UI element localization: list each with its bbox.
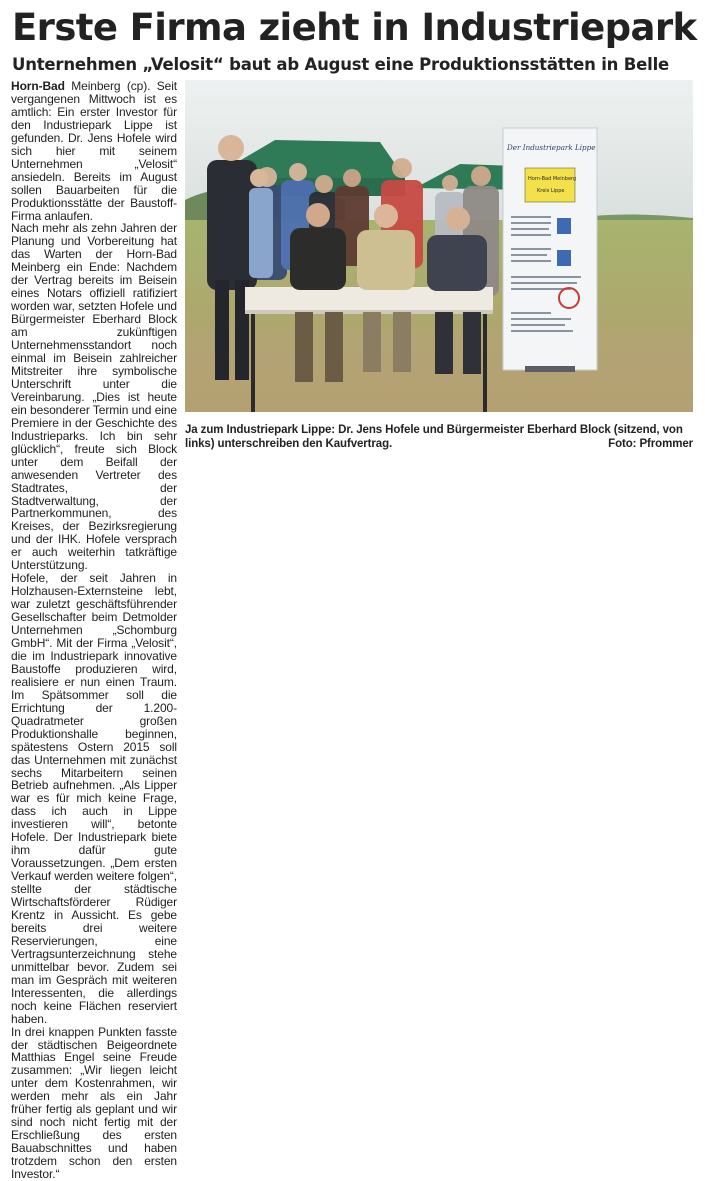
- article-paragraph: Nach mehr als zehn Jahren der Planung und Vorbereitung hat das Warten der Horn-Bad Meinberg ein Ende: Nachdem der Vertrag bereits im Beisein eines Notars offiziell ratifiziert worden war, setzten Hofele und Bürgermeister Eberhard Block am zukünftigen Unternehmensstandort noch einmal im Beisein zahlreicher Mitstreiter ihre symbolische Unterschrift unter die Vereinbarung. „Dies ist heute ein besonderer Termin und eine Premiere in der Geschichte des Industrieparks. Ich bin sehr glücklich“, freute sich Block unter dem Beifall der anwesenden Vertreter des Stadtrates, der Stadtverwaltung, der Partnerkommunen, des Kreises, der Bezirksregierung und der IHK. Hofele versprach er auch weiterhin tatkräftige Unterstützung.: [11, 221, 177, 573]
- article-photo: [185, 80, 693, 412]
- banner-box-label: Horn-Bad Meinberg: [528, 176, 577, 182]
- article-paragraph: In drei knappen Punkten fasste der städtischen Beigeordnete Matthias Engel seine Freude zusammen: „Wir liegen leicht unter dem Kostenrahmen, wir werden mehr als ein Jahr früher fertig als geplant und wir sind noch nicht fertig mit der Erschließung des ersten Bauabschnittes und haben trotzdem schon den ersten Investor.“: [11, 1024, 177, 1181]
- banner-box-sub: Kreis Lippe: [537, 188, 565, 194]
- banner-title: Der Industriepark Lippe: [507, 143, 596, 152]
- lead-text: Meinberg (cp). Seit vergangenen Mittwoch ist es amtlich: Ein erster Investor für den Industriepark Lippe ist gefunden. Dr. Jens Hofele wird sich hier mit seinem Unternehmen „Velosit“ ansiedeln. Bereits im August sollen Bauarbeiten für die Produktionsstätte der Baustoff-Firma anlaufen.: [11, 79, 177, 223]
- article-paragraph: Hofele, der seit Jahren in Holzhausen-Externsteine lebt, war zuletzt geschäftsführender Gesellschafter beim Detmolder Unternehmen „Schomburg GmbH“. Mit der Firma „Velosit“, die im Industriepark innovative Baustoffe produzieren wird, realisiere er nun einen Traum. Im Spätsommer soll die Errichtung der 1.200-Quadratmeter großen Produktionshalle beginnen, spätestens Ostern 2015 soll das Unternehmen mit zunächst sechs Mitarbeitern seinen Betrieb aufnehmen. „Als Lipper war es für mich keine Frage, dass ich auch in Lippe investieren will“, betonte Hofele. Der Industriepark biete ihm dafür gute Voraussetzungen. „Dem ersten Verkauf werden weitere folgen“, stellte der städtische Wirtschaftsförderer Rüdiger Krentz in Aussicht. Es gebe bereits drei weitere Reservierungen, eine Vertragsunterzeichnung stehe unmittelbar bevor. Zudem sei man im Gespräch mit weiteren Interessenten, die allerdings noch keine Flächen reserviert haben.: [11, 571, 177, 1026]
- article-subheadline: Unternehmen „Velosit“ baut ab August eine Produktionsstätten in Belle: [12, 55, 670, 74]
- photo-credit: Foto: Pfrommer: [608, 437, 693, 450]
- dateline: Horn-Bad: [11, 79, 65, 93]
- article-headline: Erste Firma zieht in Industriepark: [12, 6, 697, 49]
- signing-ceremony-photo: [185, 80, 693, 412]
- industriepark-banner: [503, 128, 597, 372]
- article-lead: [11, 80, 177, 222]
- caption-text: Ja zum Industriepark Lippe: Dr. Jens Hofele und Bürgermeister Eberhard Block (sitzend, von links) unterschreiben den Kaufvertrag.: [185, 424, 683, 450]
- article-body: [11, 80, 177, 1181]
- photo-caption: [185, 424, 693, 451]
